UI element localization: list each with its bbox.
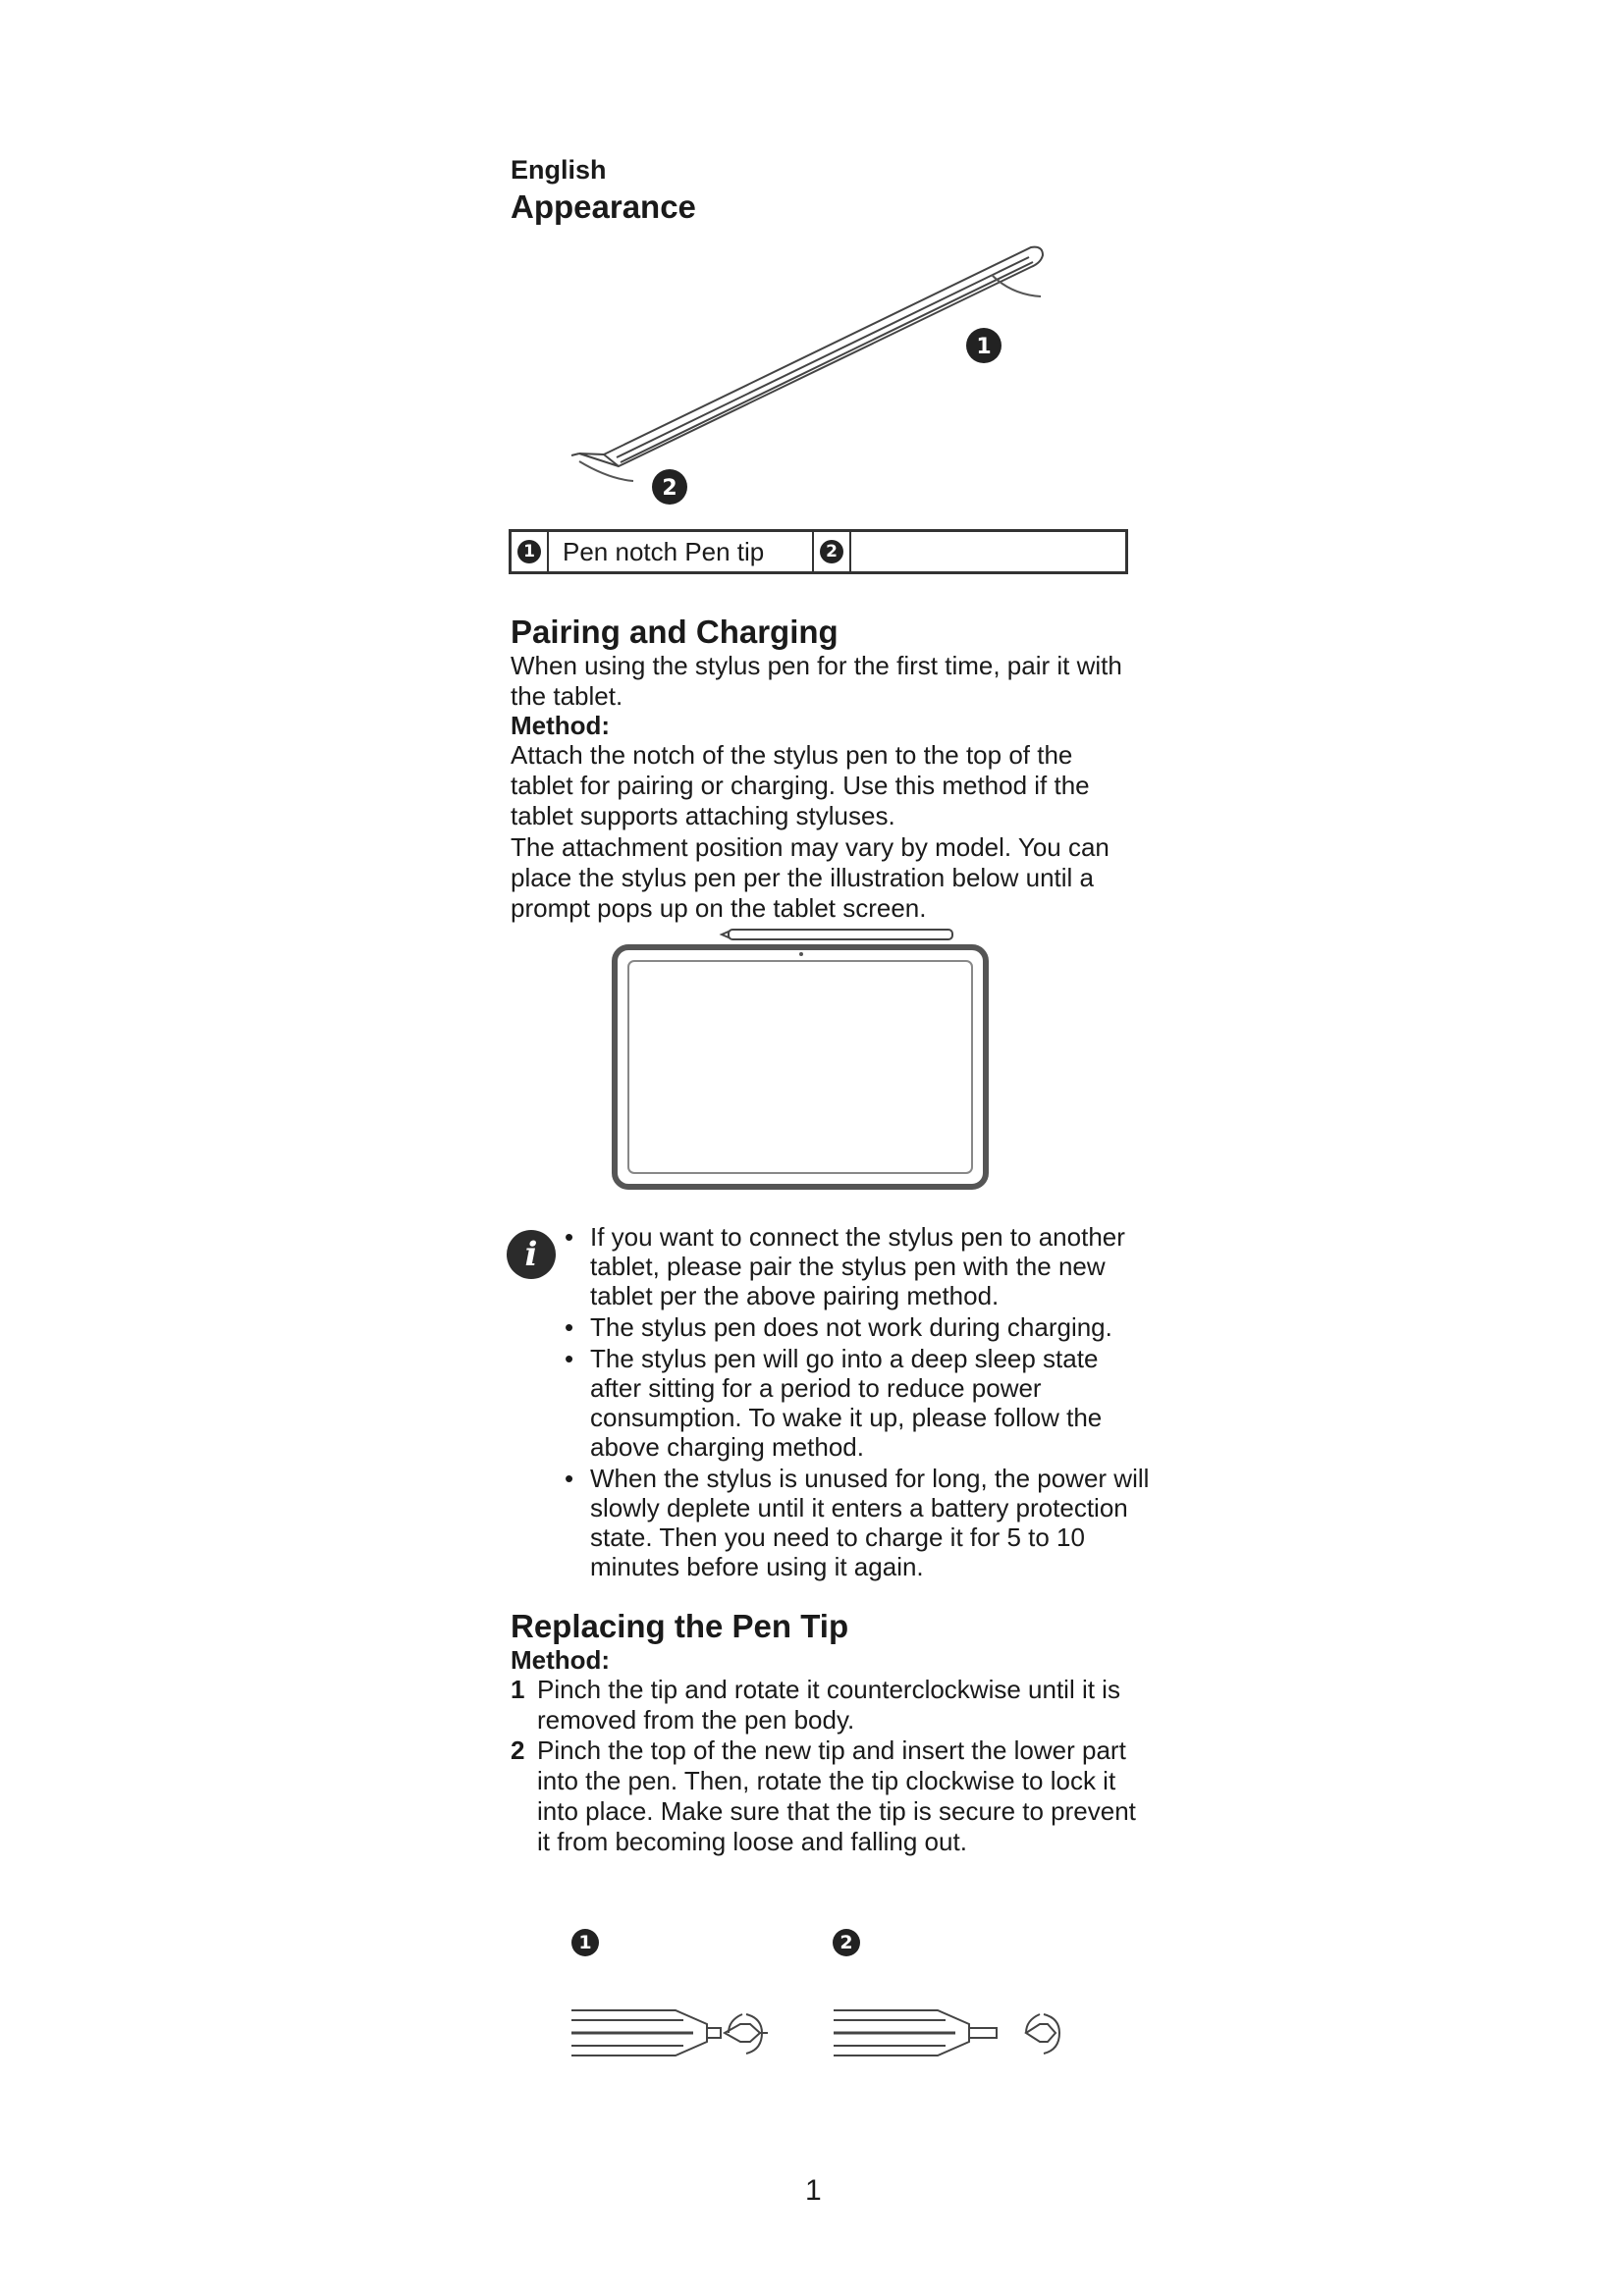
tablet-screen — [628, 961, 972, 1173]
pairing-intro: When using the stylus pen for the first time, pair it with the tablet. — [511, 651, 1122, 711]
note-item: • The stylus pen will go into a deep sleep state after sitting for a period to reduce power consumption. To wake it up, please follow the above charging method. — [565, 1344, 1154, 1462]
pen-tip-insert-illustration — [830, 2001, 1065, 2069]
note-item: • When the stylus is unused for long, the power will slowly deplete until it enters a battery protection state. Then you need to charge it for 5 to 10 minutes before using it again. — [565, 1464, 1154, 1581]
parts-badge-2: 2 — [820, 540, 843, 563]
tablet-frame — [615, 947, 986, 1187]
tablet-camera — [799, 952, 803, 956]
stylus-illustration — [550, 236, 1060, 520]
parts-table-label-2 — [851, 532, 1125, 571]
replacing-method-label: Method: — [511, 1645, 611, 1675]
pairing-heading: Pairing and Charging — [511, 614, 839, 650]
parts-table — [509, 529, 1128, 574]
figure-badge-1: 1 — [571, 1929, 599, 1956]
pairing-method-text: Attach the notch of the stylus pen to the top of the tablet for pairing or charging. Use this method if the tablet supports attaching styluses. — [511, 740, 1090, 830]
note-item: • If you want to connect the stylus pen to another tablet, please pair the stylus pen with the new tablet per the above pairing method. — [565, 1222, 1154, 1310]
note-item: • The stylus pen does not work during charging. — [565, 1312, 1154, 1342]
step-item-2 — [511, 1735, 1149, 1857]
step-text-2: Pinch the top of the new tip and insert the lower part into the pen. Then, rotate the tip clockwise to lock it into place. Make sure that the tip is secure to prevent it from becoming loose and falling out. — [537, 1735, 1136, 1856]
replacing-steps — [511, 1675, 1149, 1857]
parts-badge-1: 1 — [517, 540, 541, 563]
parts-table-number-cell-2 — [814, 532, 851, 571]
figure-badge-2: 2 — [833, 1929, 860, 1956]
parts-table-number-cell-1 — [512, 532, 549, 571]
appearance-heading: Appearance — [511, 188, 696, 225]
notes-list — [565, 1222, 1154, 1583]
tablet-illustration — [609, 928, 994, 1193]
pairing-method-label: Method: — [511, 711, 611, 740]
pairing-position-text: The attachment position may vary by model. You can place the stylus pen per the illustration below until a prompt pops up on the tablet screen. — [511, 832, 1110, 923]
step-item-1 — [511, 1675, 1149, 1735]
callout-label-1: 1 — [976, 335, 992, 359]
callout-label-2: 2 — [662, 476, 677, 501]
step-text-1: Pinch the tip and rotate it counterclockwise until it is removed from the pen body. — [537, 1675, 1120, 1735]
parts-table-label-1: Pen notch Pen tip — [549, 532, 814, 571]
replacing-heading: Replacing the Pen Tip — [511, 1608, 849, 1644]
language-label: English — [511, 155, 607, 185]
step-number-1: 1 — [511, 1675, 525, 1704]
page-number: 1 — [805, 2174, 822, 2207]
step-number-2: 2 — [511, 1735, 525, 1765]
info-icon: i — [507, 1230, 556, 1279]
pen-tip-removal-illustration — [568, 2001, 793, 2069]
attached-stylus — [722, 930, 952, 939]
